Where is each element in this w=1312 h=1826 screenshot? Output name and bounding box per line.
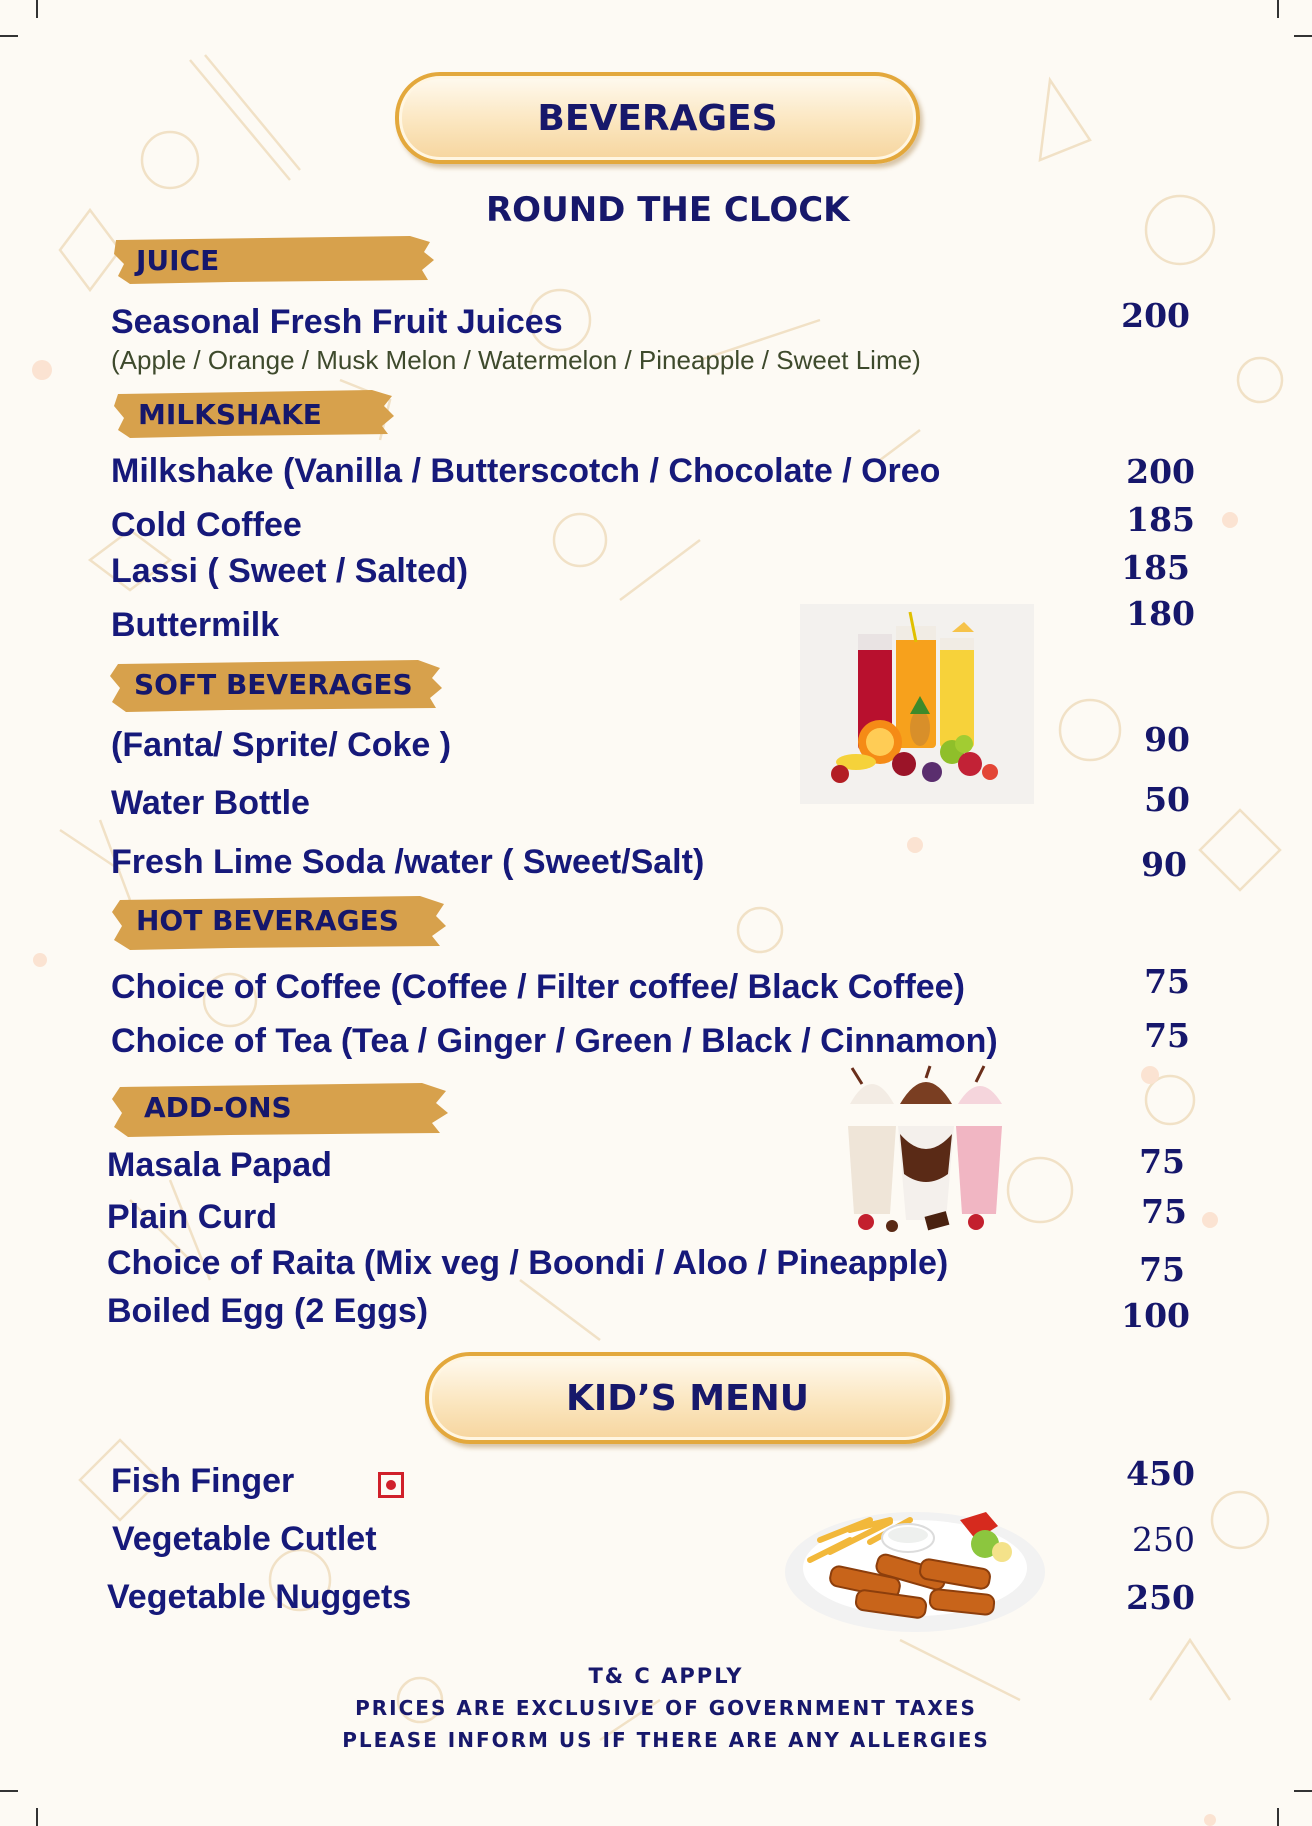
menu-item-price: 185 [1121,548,1190,587]
menu-item-name: Lassi ( Sweet / Salted) [111,552,469,590]
fruit-juice-icon [800,604,1034,804]
menu-item-price: 250 [1126,1578,1195,1617]
footer-allergy-note: PLEASE INFORM US IF THERE ARE ANY ALLERGIES [342,1728,990,1752]
footer-terms: T& C APPLY [588,1664,744,1688]
menu-item-name: Fish Finger [111,1462,295,1500]
milkshake-icon [826,1064,1016,1234]
menu-item-price: 180 [1126,594,1195,633]
juice-glasses-image [800,604,1034,804]
menu-item-name: Plain Curd [107,1198,278,1236]
crop-mark [1294,35,1312,37]
menu-item-price: 90 [1141,845,1187,884]
menu-item-price: 75 [1139,1142,1185,1181]
crop-mark [1277,1808,1279,1826]
crop-mark [36,1808,38,1826]
menu-item-name: Masala Papad [107,1146,332,1184]
menu-item-price: 75 [1139,1250,1185,1289]
menu-item-price: 90 [1144,720,1190,759]
menu-item-name: Milkshake (Vanilla / Butterscotch / Chocolate / Oreo [111,452,941,490]
section-label-hot-beverages: HOT BEVERAGES [136,903,399,937]
menu-item-name: Fresh Lime Soda /water ( Sweet/Salt) [111,843,705,881]
section-label-soft-beverages: SOFT BEVERAGES [134,667,413,701]
crop-mark [36,0,38,18]
crop-mark [0,35,18,37]
menu-item-price: 250 [1132,1520,1195,1559]
menu-item-name: Choice of Raita (Mix veg / Boondi / Aloo / Pineapple) [107,1244,949,1282]
page-title: BEVERAGES [537,97,778,139]
menu-item-price: 200 [1121,296,1190,335]
menu-item-price: 450 [1126,1454,1195,1493]
section-tag-milkshake [112,388,397,440]
menu-item-price: 75 [1144,962,1190,1001]
menu-item-name: Choice of Coffee (Coffee / Filter coffee/ Black Coffee) [111,968,965,1006]
page-subtitle: ROUND THE CLOCK [486,190,850,230]
menu-item-name: Water Bottle [111,784,310,822]
crop-mark [1294,1790,1312,1792]
menu-item-price: 75 [1144,1016,1190,1055]
kids-menu-title: KID’S MENU [565,1377,810,1419]
non-veg-icon [378,1472,404,1498]
section-tag-soft-beverages [108,658,446,710]
title-banner [395,72,920,164]
menu-item-name: Vegetable Cutlet [112,1520,377,1558]
menu-item-name: Choice of Tea (Tea / Ginger / Green / Black / Cinnamon) [111,1022,998,1060]
section-label-milkshake: MILKSHAKE [138,397,322,431]
section-label-add-ons: ADD-ONS [144,1090,292,1124]
menu-item-price: 50 [1144,780,1190,819]
menu-item-name: Boiled Egg (2 Eggs) [107,1292,429,1330]
menu-item-price: 75 [1141,1192,1187,1231]
section-tag-add-ons [110,1081,450,1133]
section-tag-juice [110,234,440,286]
milkshake-glasses-image [826,1064,1016,1234]
menu-item-name: Vegetable Nuggets [107,1578,412,1616]
menu-item-name: Cold Coffee [111,506,302,544]
menu-item-note: (Apple / Orange / Musk Melon / Watermelon / Pineapple / Sweet Lime) [111,345,921,375]
menu-item-price: 185 [1126,500,1195,539]
crop-mark [0,1790,18,1792]
menu-item-price: 200 [1126,452,1195,491]
menu-item-name: Buttermilk [111,606,280,644]
crop-mark [1277,0,1279,18]
section-label-juice: JUICE [136,243,220,277]
kids-menu-banner [425,1352,950,1444]
fish-finger-plate-image [780,1480,1050,1640]
fish-finger-plate-icon [780,1480,1050,1640]
footer-taxes-note: PRICES ARE EXCLUSIVE OF GOVERNMENT TAXES [355,1696,977,1720]
menu-item-name: Seasonal Fresh Fruit Juices [111,303,563,341]
menu-item-name: (Fanta/ Sprite/ Coke ) [111,726,452,764]
section-tag-hot-beverages [110,894,450,946]
menu-item-price: 100 [1121,1296,1190,1335]
